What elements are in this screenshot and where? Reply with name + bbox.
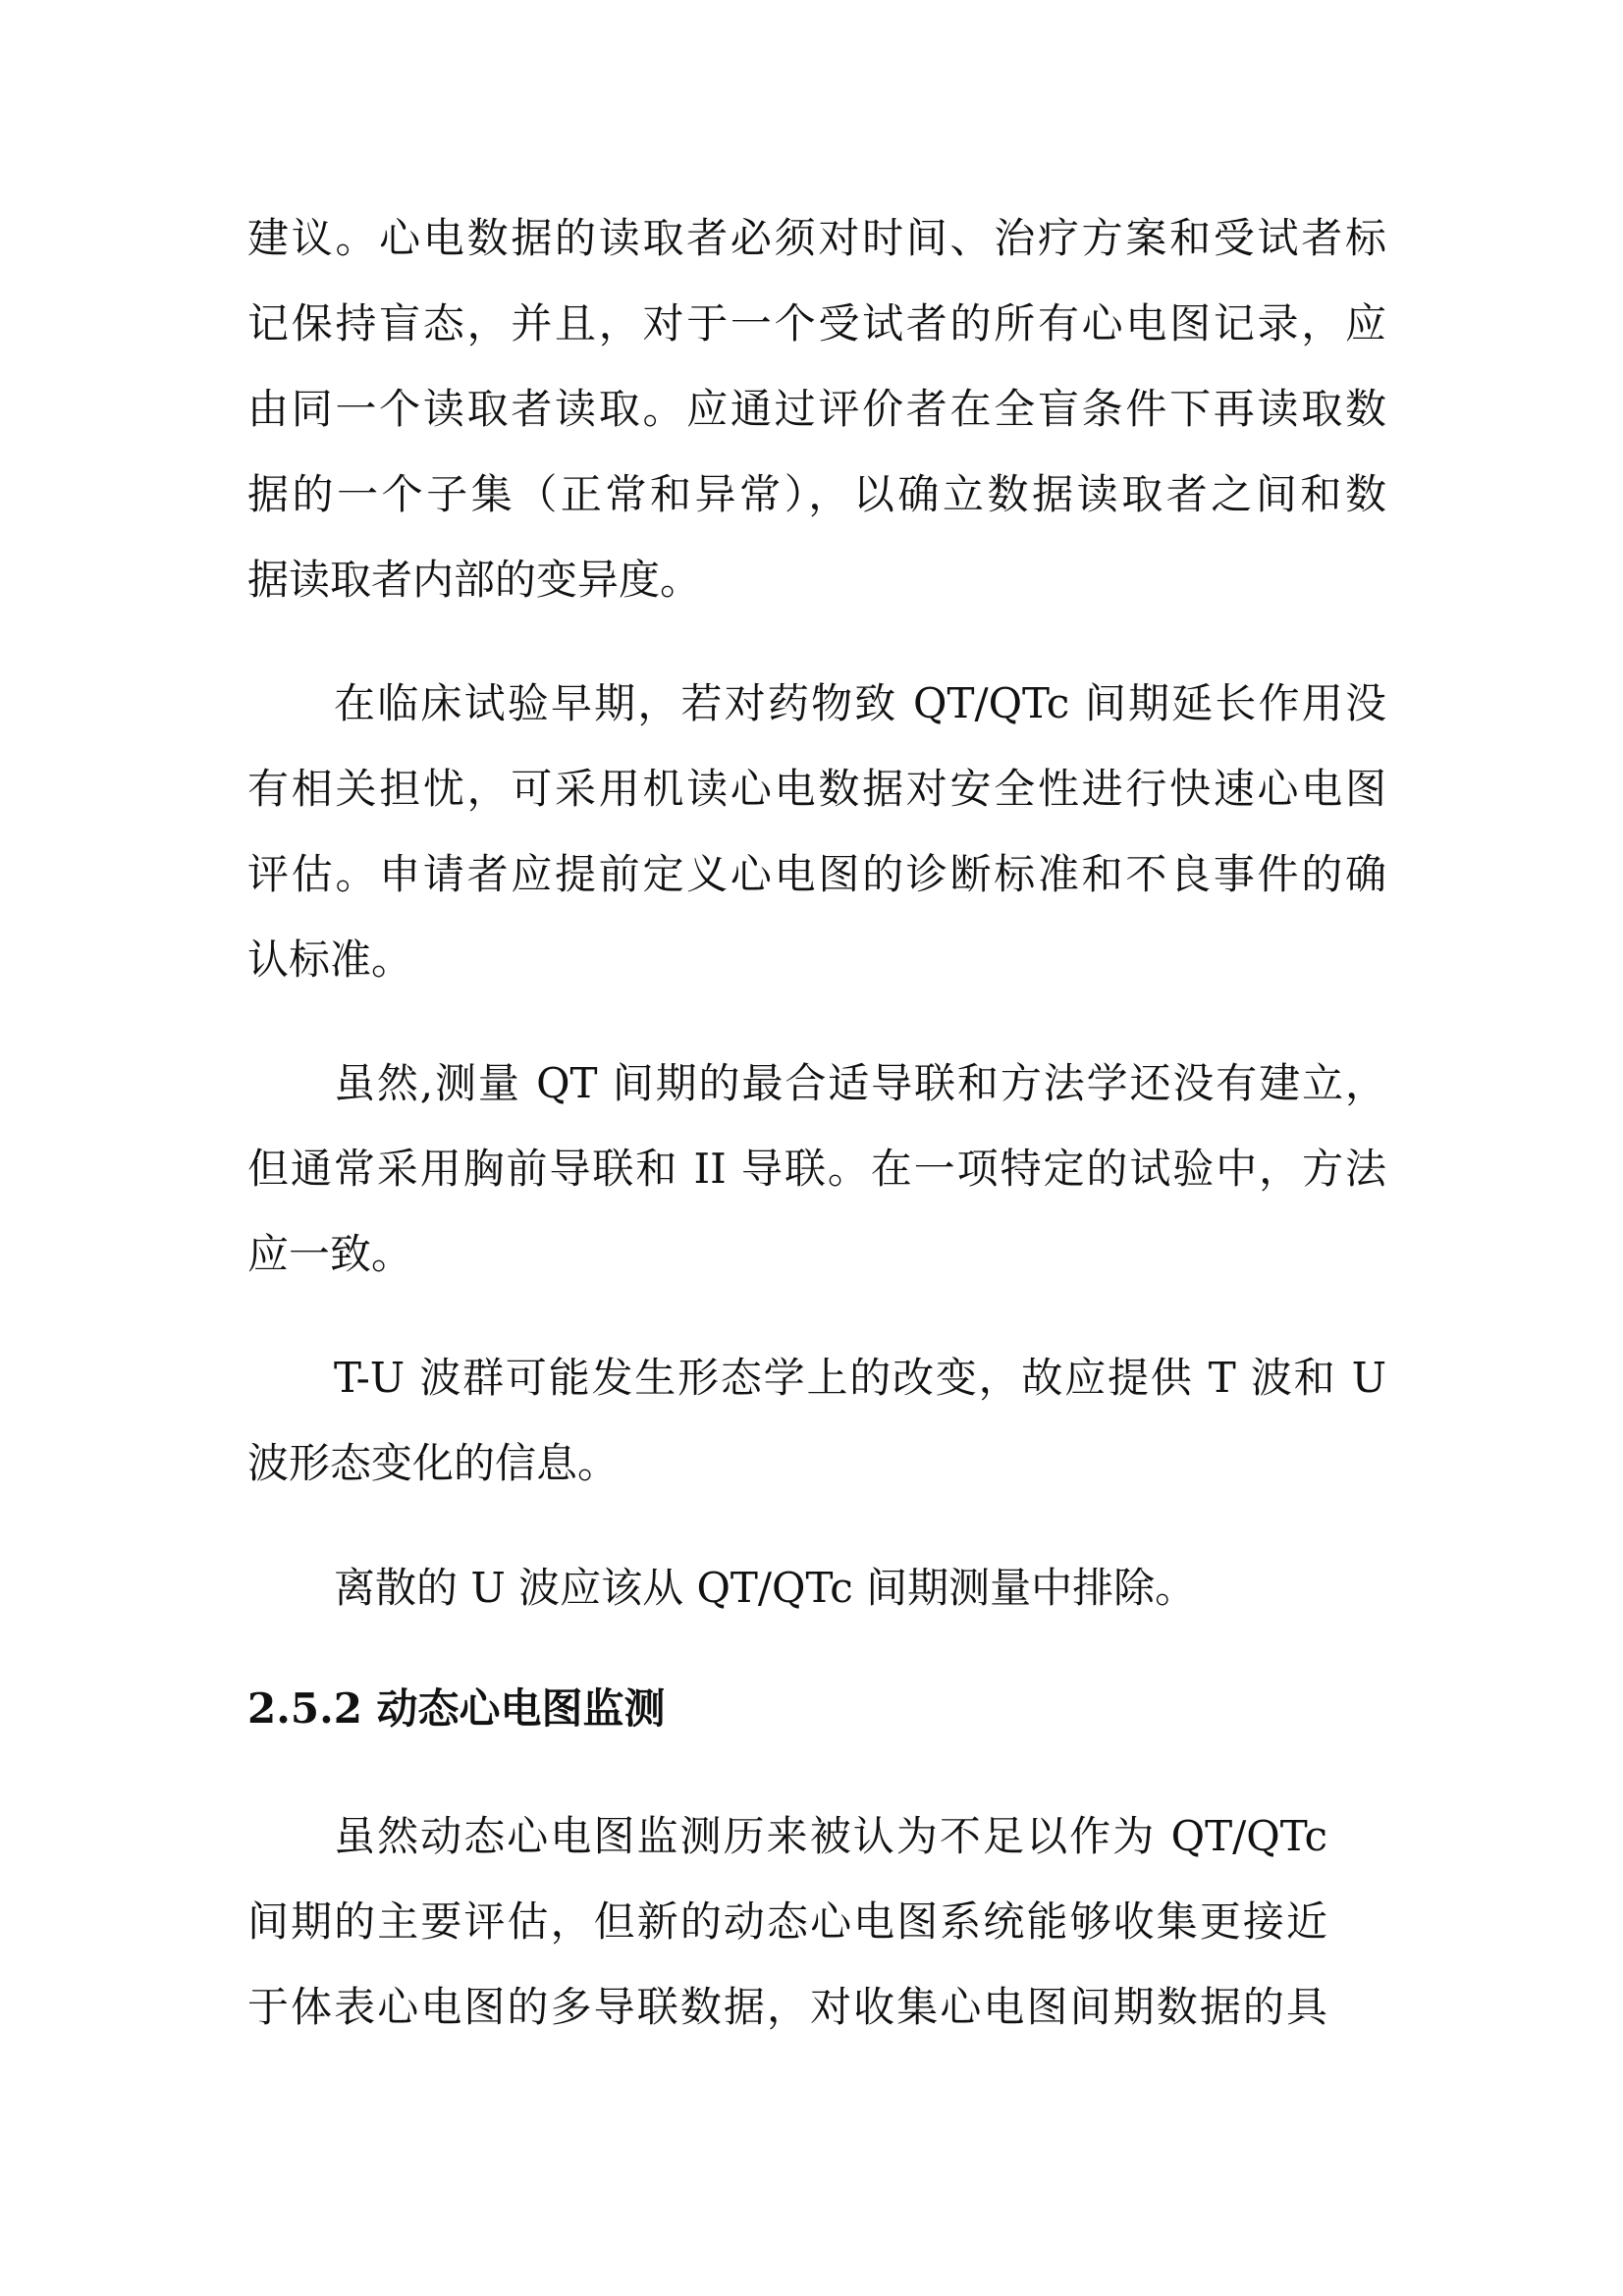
paragraph-line: T-U 波群可能发生形态学上的改变，故应提供 T 波和 U — [334, 1354, 1386, 1402]
paragraph-line: 虽然动态心电图监测历来被认为不足以作为 QT/QTc — [334, 1812, 1327, 1860]
paragraph-line: 在临床试验早期，若对药物致 QT/QTc 间期延长作用没 — [334, 679, 1386, 727]
paragraph-line: 据的一个子集（正常和异常），以确立数据读取者之间和数 — [247, 470, 1386, 518]
paragraph-line: 由同一个读取者读取。应通过评价者在全盲条件下再读取数 — [247, 385, 1386, 433]
paragraph-line: 建议。心电数据的读取者必须对时间、治疗方案和受试者标 — [247, 214, 1386, 262]
paragraph-line: 有相关担忧，可采用机读心电数据对安全性进行快速心电图 — [247, 765, 1386, 813]
paragraph-line: 认标准。 — [247, 935, 413, 984]
paragraph-line: 波形态变化的信息。 — [247, 1439, 620, 1487]
paragraph-line: 离散的 U 波应该从 QT/QTc 间期测量中排除。 — [334, 1564, 1197, 1612]
paragraph-line: 间期的主要评估，但新的动态心电图系统能够收集更接近 — [247, 1897, 1327, 1946]
section-heading: 2.5.2 动态心电图监测 — [247, 1684, 666, 1733]
paragraph-line: 于体表心电图的多导联数据，对收集心电图间期数据的具 — [247, 1983, 1327, 2031]
paragraph-line: 但通常采用胸前导联和 II 导联。在一项特定的试验中，方法 — [247, 1145, 1386, 1193]
paragraph-line: 应一致。 — [247, 1230, 413, 1278]
paragraph-line: 虽然,测量 QT 间期的最合适导联和方法学还没有建立， — [334, 1059, 1386, 1107]
paragraph-line: 记保持盲态，并且，对于一个受试者的所有心电图记录，应 — [247, 299, 1386, 347]
paragraph-line: 据读取者内部的变异度。 — [247, 556, 702, 604]
paragraph-line: 评估。申请者应提前定义心电图的诊断标准和不良事件的确 — [247, 850, 1386, 898]
